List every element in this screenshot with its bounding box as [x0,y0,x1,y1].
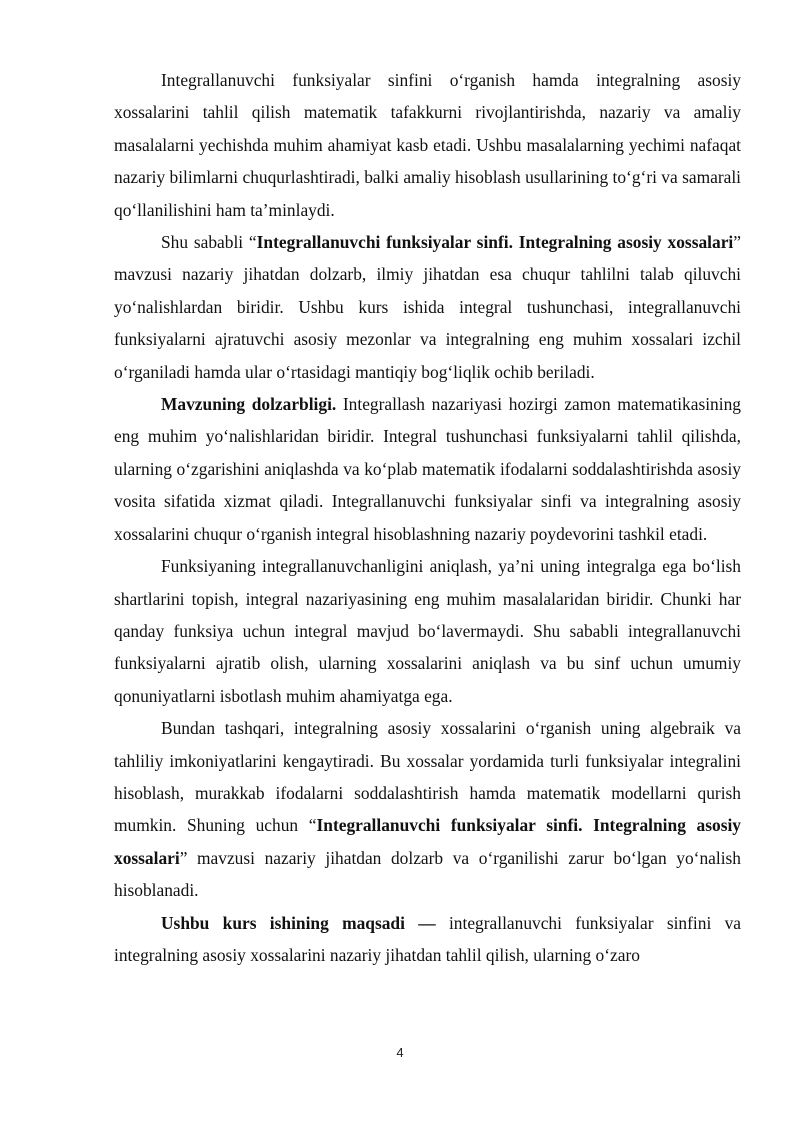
topic-title-bold: Integrallanuvchi funksiyalar sinfi. Integralning asosiy xossalari [114,815,741,868]
paragraph-text-before: Shu sababli “ [161,232,257,253]
paragraph-goal [114,907,741,972]
paragraph-text-after: ” mavzusi nazariy jihatdan dolzarb, ilmiy jihatdan esa chuqur tahlilni talab qiluvchi yo‘nalishlardan biridir. Ushbu kurs ishida integral tushunchasi, integrallanuvchi funksiyalarni ajratuvchi asosiy mezonlar va integralning eng muhim xossalari izchil o‘rganiladi hamda ular o‘rtasidagi mantiqiy bog‘liqlik ochib beriladi. [114,232,741,382]
actuality-heading-bold: Mavzuning dolzarbligi. [161,394,337,415]
page-number: 4 [396,1045,404,1060]
paragraph-integrability [114,550,741,712]
paragraph-actuality [114,388,741,550]
paragraph-intro [114,64,741,226]
paragraph-text-after: ” mavzusi nazariy jihatdan dolzarb va o‘rganilishi zarur bo‘lgan yo‘nalish hisoblanadi. [114,847,741,901]
goal-heading-bold: Ushbu kurs ishining maqsadi — [161,912,436,933]
paragraph-text-after: Integrallash nazariyasi hozirgi zamon matematikasining eng muhim yo‘nalishlaridan biridir. Integral tushunchasi funksiyalarni tahlil qilishda, ularning o‘zgarishini aniqlashda va ko‘plab matematik ifodalarni soddalashtirishda asosiy vosita sifatida xizmat qiladi. Integrallanuvchi funksiyalar sinfi va integralning asosiy xossalarini chuqur o‘rganish integral hisoblashning nazariy poydevorini tashkil etadi. [114,394,741,544]
paragraph-properties [114,712,741,906]
paragraph-text-before: Bundan tashqari, integralning asosiy xossalarini o‘rganish uning algebraik va tahliliy imkoniyatlarini kengaytiradi. Bu xossalar yordamida turli funksiyalar integralini hisoblash, murakkab ifodalarni soddalashtirish hamda matematik modellarni qurish mumkin. Shuning uchun “ [114,718,741,836]
paragraph-topic-relevance [114,226,741,388]
paragraph-text: Funksiyaning integrallanuvchanligini aniqlash, ya’ni uning integralga ega bo‘lish shartlarini topish, integral nazariyasining eng muhim masalalaridan biridir. Chunki har qanday funksiya uchun integral mavjud bo‘lavermaydi. Shu sababli integrallanuvchi funksiyalarni ajratib olish, ularning xossalarini aniqlash va bu sinf uchun umumiy qonuniyatlarni isbotlash muhim ahamiyatga ega. [114,556,741,706]
document-page [114,64,741,971]
topic-title-bold: Integrallanuvchi funksiyalar sinfi. Integralning asosiy xossalari [256,232,734,253]
paragraph-text: Integrallanuvchi funksiyalar sinfini o‘rganish hamda integralning asosiy xossalarini tahlil qilish matematik tafakkurni rivojlantirishda, nazariy va amaliy masalalarni yechishda muhim ahamiyat kasb etadi. Ushbu masalalarning yechimi nafaqat nazariy bilimlarni chuqurlashtiradi, balki amaliy hisoblash usullarining to‘g‘ri va samarali qo‘llanilishini ham ta’minlaydi. [114,70,741,220]
paragraph-text-after: integrallanuvchi funksiyalar sinfini va integralning asosiy xossalarini nazariy jihatdan tahlil qilish, ularning o‘zaro [114,912,742,965]
